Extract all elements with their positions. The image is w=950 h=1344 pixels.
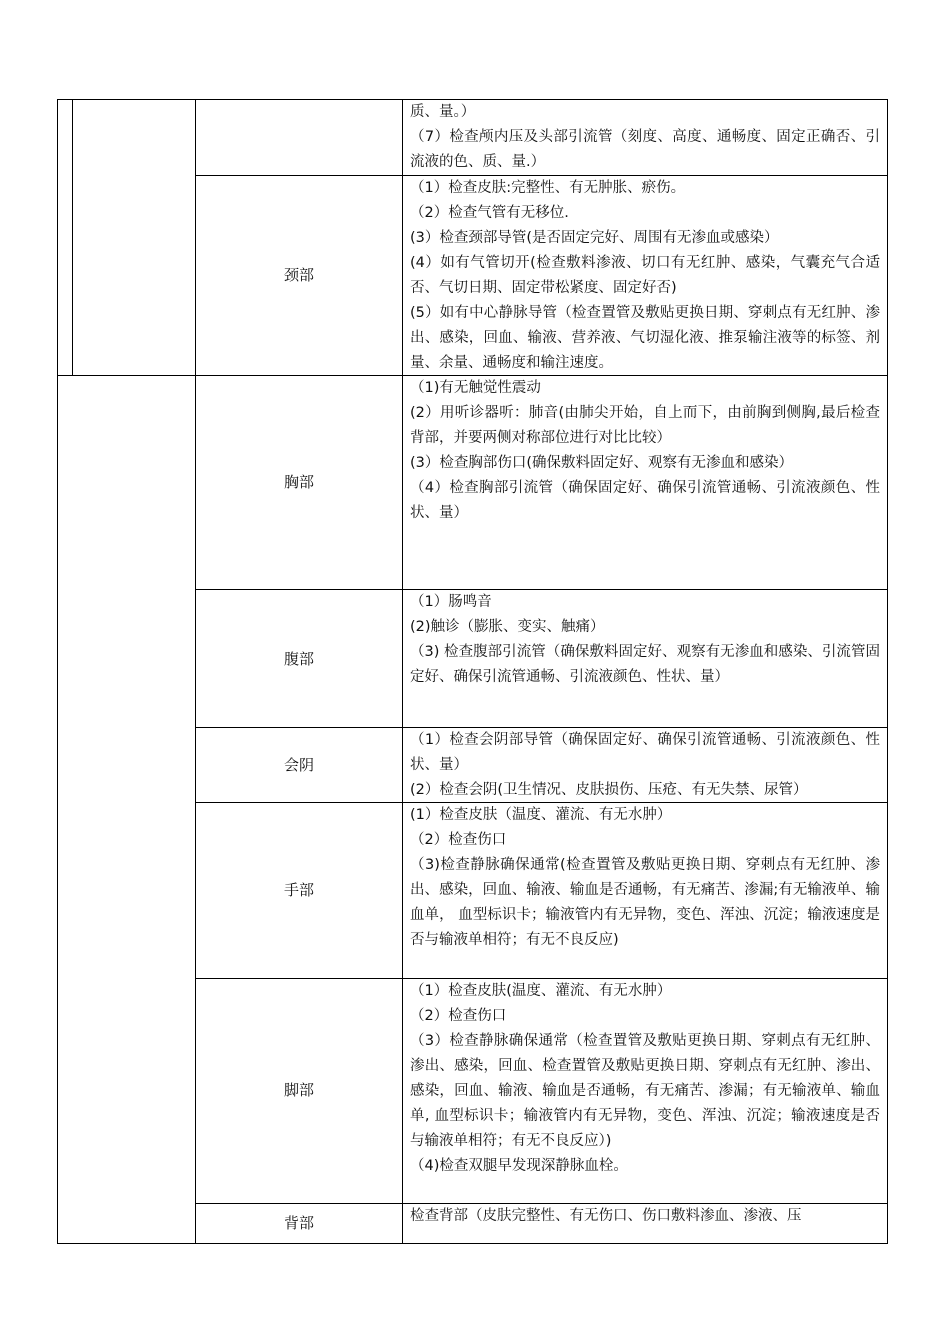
row-hand-label: 手部 [283, 881, 314, 899]
column-divider [887, 99, 888, 1244]
column-divider [72, 99, 73, 375]
text-line: （1)有无触觉性震动 [410, 380, 541, 396]
text-line: （7）检查颅内压及头部引流管（刻度、高度、通畅度、固定正确否、引流液的色、质、量.） [410, 129, 880, 170]
text-line: (2）用听诊器听：肺音(由肺尖开始，自上而下，由前胸到侧胸,最后检查背部，并要两侧对称部位进行对比比较） [410, 405, 880, 446]
text-line: （2）检查气管有无移位. [410, 205, 569, 221]
text-line: （1）检查皮肤(温度、灌流、有无水肿） [410, 983, 672, 999]
row-perineum-label: 会阴 [283, 756, 314, 774]
row-foot-content [410, 979, 880, 1179]
text-line: (2）检查会阴(卫生情况、皮肤损伤、压疮、有无失禁、尿管） [410, 782, 808, 798]
row-neck-label: 颈部 [283, 266, 314, 284]
text-line: （2）检查伤口 [410, 832, 507, 848]
text-line: （2）检查伤口 [410, 1008, 507, 1024]
column-divider [57, 99, 58, 375]
row-foot-label: 脚部 [283, 1081, 314, 1099]
row-abdomen-label: 腹部 [283, 650, 314, 668]
text-line: （1）肠鸣音 [410, 594, 492, 610]
text-line: （1）检查会阴部导管（确保固定好、确保引流管通畅、引流液颜色、性状、量） [410, 732, 880, 773]
text-line: （3) 检查腹部引流管（确保敷料固定好、观察有无渗血和感染、引流管固定好、确保引流管通畅、引流液颜色、性状、量） [410, 644, 880, 685]
text-line: （4)检查双腿早发现深静脉血栓。 [410, 1158, 628, 1174]
text-line: （1）检查皮肤:完整性、有无肿胀、瘀伤。 [410, 180, 686, 196]
row-chest-content [410, 376, 880, 526]
text-line: (3）检查颈部导管(是否固定完好、周围有无渗血或感染） [410, 230, 779, 246]
row-abdomen-content [410, 590, 880, 690]
row-back-content [410, 1204, 880, 1229]
text-line: 检查背部（皮肤完整性、有无伤口、伤口敷料渗血、渗液、压 [410, 1208, 802, 1224]
text-line: （4）检查胸部引流管（确保固定好、确保引流管通畅、引流液颜色、性状、量） [410, 480, 880, 521]
table-bottom [57, 1243, 888, 1244]
row-back-label: 背部 [283, 1214, 314, 1232]
row-continuation-content [410, 100, 880, 175]
column-divider [57, 375, 58, 1244]
text-line: (4）如有气管切开(检查敷料渗液、切口有无红肿、感染，气囊充气合适否、气切日期、固定带松紧度、固定好否) [410, 255, 880, 296]
text-line: （3)检查静脉确保通常(检查置管及敷贴更换日期、穿刺点有无红肿、渗出、感染，回血、输液、输血是否通畅，有无痛苦、渗漏;有无输液单、输血单， 血型标识卡；输液管内有无异物，变色、浑浊、沉淀；输液速度是否与输液单相符；有无不良反应) [410, 857, 880, 948]
text-line: (1）检查皮肤（温度、灌流、有无水肿） [410, 807, 672, 823]
text-line: (3）检查胸部伤口(确保敷料固定好、观察有无渗血和感染） [410, 455, 794, 471]
row-neck-content [410, 176, 880, 376]
column-divider [402, 99, 403, 1244]
row-hand-content [410, 803, 880, 953]
row-chest-label: 胸部 [283, 473, 314, 491]
text-line: (2)触诊（膨胀、变实、触痛） [410, 619, 605, 635]
text-line: 质、量。） [410, 104, 476, 120]
text-line: （3）检查静脉确保通常（检查置管及敷贴更换日期、穿刺点有无红肿、渗出、感染，回血、检查置管及敷贴更换日期、穿刺点有无红肿、渗出、感染，回血、输液、输血是否通畅，有无痛苦、渗漏；有无输液单、输血单, 血型标识卡；输液管内有无异物，变色、浑浊、沉淀；输液速度是否与输液单相符；有无不良反应）) [410, 1033, 880, 1149]
row-perineum-content [410, 728, 880, 803]
text-line: (5）如有中心静脉导管（检查置管及敷贴更换日期、穿刺点有无红肿、渗出、感染，回血、输液、营养液、气切湿化液、推泵输注液等的标签、剂量、余量、通畅度和输注速度。 [410, 305, 880, 371]
